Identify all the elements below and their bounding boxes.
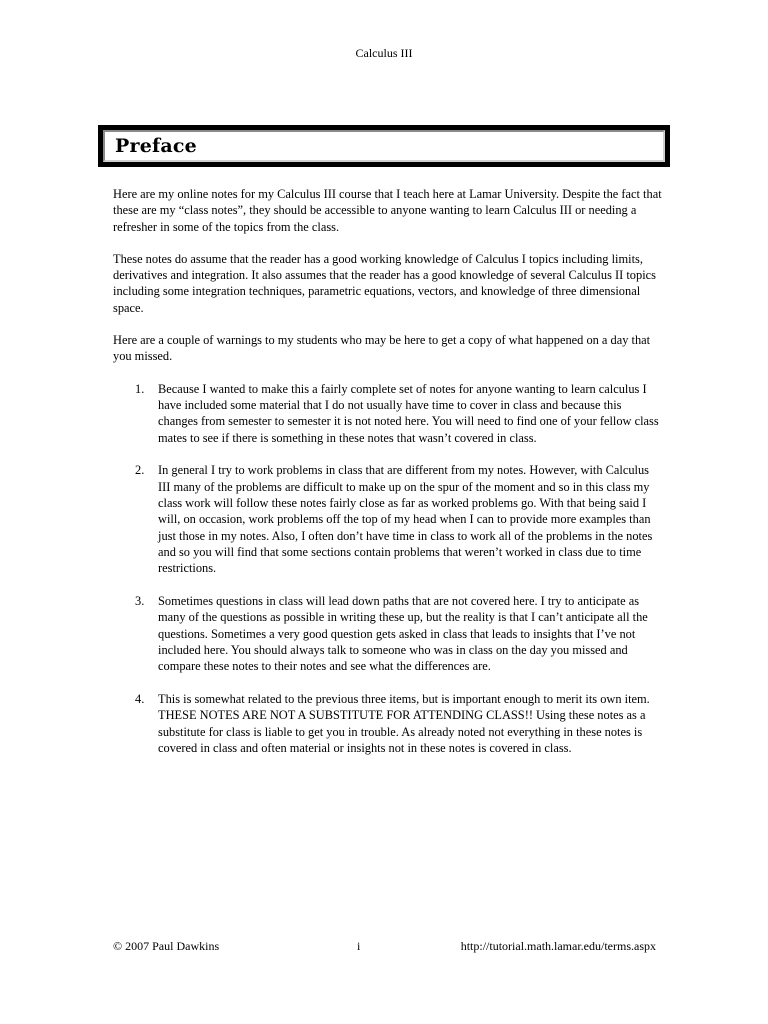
warnings-list bbox=[113, 381, 663, 756]
list-item-number: 3. bbox=[135, 593, 145, 608]
list-item bbox=[113, 593, 663, 674]
list-item bbox=[113, 691, 663, 756]
list-item-text: Sometimes questions in class will lead down paths that are not covered here. I try to anticipate as many of the questions as possible in writing these up, but the reality is that I can’t anticipate all the questions. Sometimes a very good question gets asked in class that leads to insights that I’ve not included here. You should always talk to someone who was in class on the day you missed and compare these notes to their notes and see what the differences are. bbox=[158, 593, 648, 674]
running-header: Calculus III bbox=[355, 46, 413, 60]
section-title-frame bbox=[103, 130, 665, 162]
assumptions-paragraph: These notes do assume that the reader has a good working knowledge of Calculus I topics including limits, derivatives and integration. It also assumes that the reader has a good knowledge of several Calculus II topics including some integration techniques, parametric equations, vectors, and knowledge of three dimensional space. bbox=[113, 251, 656, 315]
document-body bbox=[113, 186, 663, 773]
list-item-number: 2. bbox=[135, 463, 145, 478]
section-title-box bbox=[98, 125, 670, 167]
footer-copyright: © 2007 Paul Dawkins bbox=[113, 939, 220, 953]
list-item-number: 4. bbox=[135, 691, 145, 706]
page-footer bbox=[113, 939, 656, 954]
footer-page-number: i bbox=[357, 939, 361, 953]
intro-paragraph: Here are my online notes for my Calculus III course that I teach here at Lamar University. Despite the fact that these are my “class notes”, they should be accessible to anyone wanting to learn Calculus III or needing a refresher in some of the topics from the class. bbox=[113, 187, 662, 234]
section-title: Preface bbox=[115, 135, 197, 157]
list-item-text: In general I try to work problems in class that are different from my notes. However, with Calculus III many of the problems are difficult to make up on the spur of the moment and so in this class my class work will follow these notes fairly close as far as worked problems go. With that being said I will, on occasion, work problems off the top of my head when I can to provide more examples than just those in my notes. Also, I often don’t have time in class to work all of the problems in the notes and so you will find that some sections contain problems that weren’t worked in class due to time restrictions. bbox=[158, 463, 653, 576]
list-item-text: This is somewhat related to the previous three items, but is important enough to merit its own item. THESE NOTES ARE NOT A SUBSTITUTE FOR ATTENDING CLASS!! Using these notes as a substitute for class is liable to get you in trouble. As already noted not everything in these notes is covered in class and often material or insights not in these notes is covered in class. bbox=[158, 691, 650, 755]
list-item bbox=[113, 381, 663, 446]
list-item bbox=[113, 462, 663, 576]
footer-url: http://tutorial.math.lamar.edu/terms.aspx bbox=[460, 939, 656, 953]
list-item-number: 1. bbox=[135, 381, 145, 396]
warnings-intro-paragraph: Here are a couple of warnings to my students who may be here to get a copy of what happened on a day that you missed. bbox=[113, 333, 651, 364]
list-item-text: Because I wanted to make this a fairly complete set of notes for anyone wanting to learn calculus I have included some material that I do not usually have time to cover in class and because this changes from semester to semester it is not noted here. You will need to find one of your fellow class mates to see if there is something in these notes that wasn’t covered in class. bbox=[158, 381, 659, 445]
